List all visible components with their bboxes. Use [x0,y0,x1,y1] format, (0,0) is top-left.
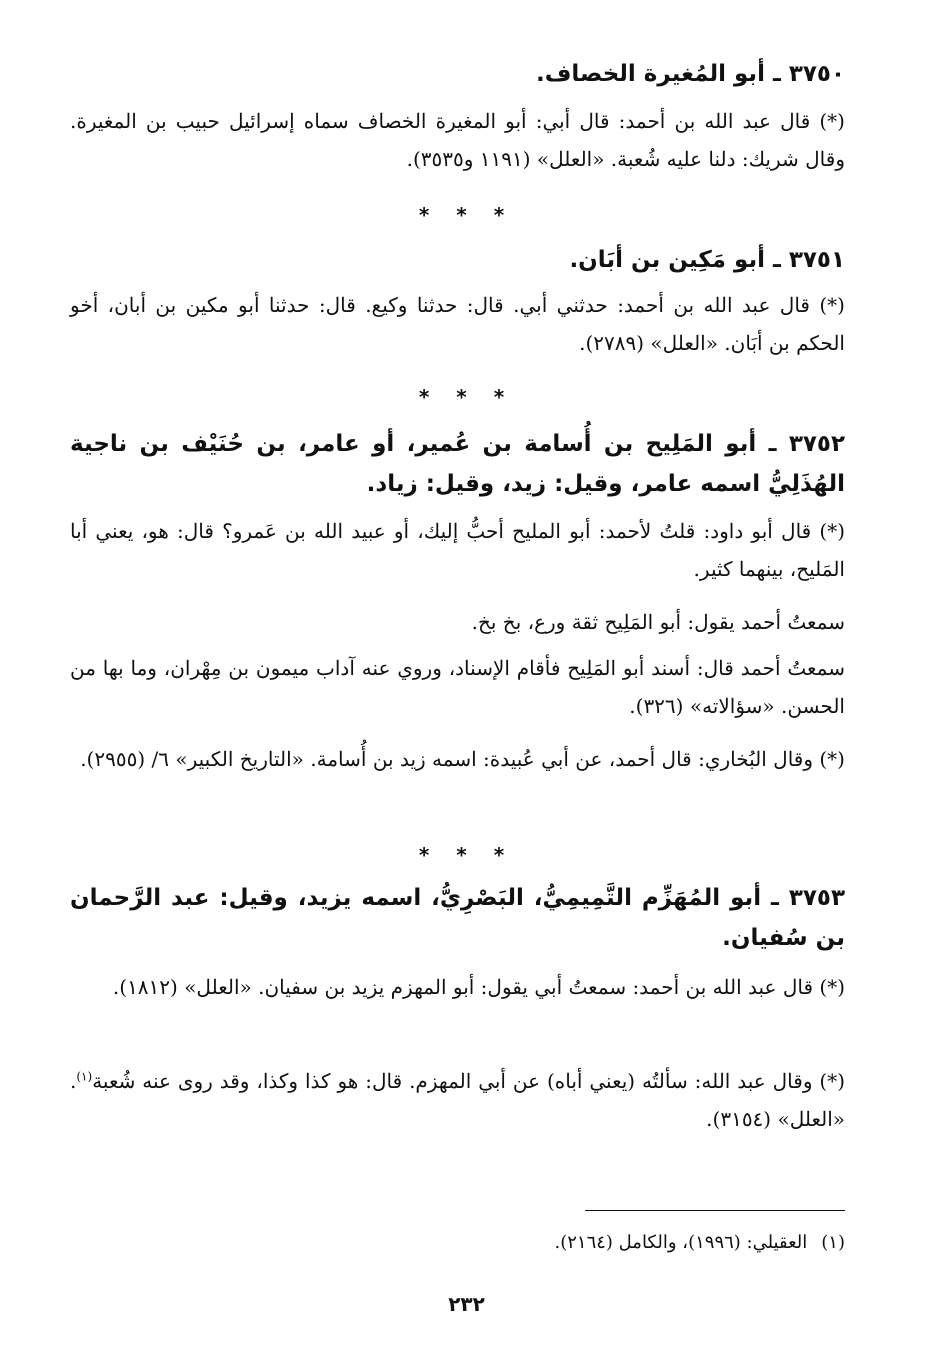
entry-paragraph-tail: . «العلل» (٣١٥٤). [70,1069,845,1131]
entry-heading-3751: ٣٧٥١ ـ أبو مَكِين بن أبَان. [569,247,845,273]
entry-paragraph: (*) قال أبو داود: قلتُ لأحمد: أبو المليح أحبُّ إليك، أو عبيد الله بن عَمرو؟ قال: هو، يعني أبا المَليح، بينهما كثير. [70,519,845,581]
entry-paragraph: (*) قال عبد الله بن أحمد: قال أبي: أبو المغيرة الخصاف سماه إسرائيل حبيب بن المغيرة. وقال شريك: دلنا عليه شُعبة. «العلل» (١١٩١ و٣٥٣٥). [70,109,845,171]
footnote-reference[interactable]: (١) [76,1069,93,1084]
entry-paragraph: (*) وقال البُخاري: قال أحمد، عن أبي عُبيدة: اسمه زيد بن أُسامة. «التاريخ الكبير» ٦/ (٢٩٥٥). [80,747,845,771]
footnote [70,1226,845,1260]
footnote-divider [585,1210,845,1211]
footnote-number: (١) [821,1232,845,1253]
entry-paragraph: سمعتُ أحمد قال: أسند أبو المَلِيح فأقام الإسناد، وروي عنه آداب ميمون بن مِهْران، وما بها من الحسن. «سؤالاته» (٣٢٦). [70,656,845,718]
section-separator: * * * [418,203,515,227]
entry-paragraph-text: (*) وقال عبد الله: سألتُه (يعني أباه) عن أبي المهزم. قال: هو كذا وكذا، وقد روى عنه شُعبة [92,1069,845,1093]
section-separator: * * * [418,843,515,867]
section-separator: * * * [418,385,515,409]
entry-paragraph: سمعتُ أحمد يقول: أبو المَلِيح ثقة ورع، بخ بخ. [471,610,845,634]
entry-heading-3752: ٣٧٥٢ ـ أبو المَلِيح بن أُسامة بن عُمير، أو عامر، بن حُنَيْف بن ناجية الهُذَلِيُّ اسمه عامر، وقيل: زيد، وقيل: زياد. [70,431,845,497]
footnote-text: العقيلي: (١٩٩٦)، والكامل (٢١٦٤). [554,1232,808,1253]
entry-paragraph: (*) قال عبد الله بن أحمد: سمعتُ أبي يقول: أبو المهزم يزيد بن سفيان. «العلل» (١٨١٢). [112,975,845,999]
entry-paragraph [70,1062,845,1138]
entry-heading-3753: ٣٧٥٣ ـ أبو المُهَزِّم التَّمِيمِيُّ، البَصْرِيُّ، اسمه يزيد، وقيل: عبد الرَّحمان بن سُفيان. [70,885,845,951]
entry-heading-3750: ٣٧٥٠ ـ أبو المُغيرة الخصاف. [535,61,845,87]
page-number: ٢٣٢ [448,1292,485,1316]
entry-paragraph: (*) قال عبد الله بن أحمد: حدثني أبي. قال: حدثنا وكيع. قال: حدثنا أبو مكين بن أبان، أخو الحكم بن أبَان. «العلل» (٢٧٨٩). [70,293,845,355]
